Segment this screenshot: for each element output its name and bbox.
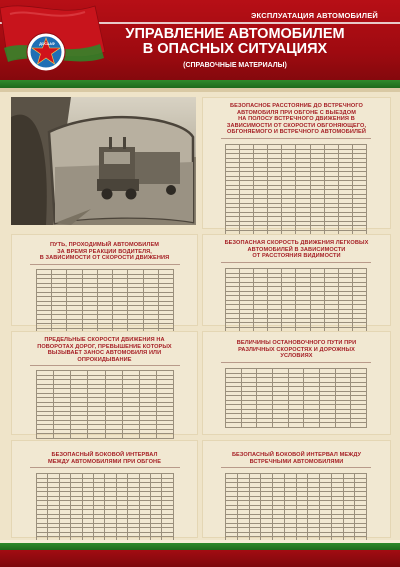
divider [221,262,371,263]
page-subtitle: (СПРАВОЧНЫЕ МАТЕРИАЛЫ) [183,62,287,69]
data-table [225,144,367,244]
panel-visibility-speed [202,234,391,326]
title-line: АВТОМОБИЛЕЙ В ЗАВИСИМОСТИ [247,246,346,253]
table-row [226,423,367,428]
table-cell [156,434,173,439]
divider [30,365,180,366]
panel-lateral-overtake [11,440,198,538]
title-line: ОБГОНЯЕМОГО И ВСТРЕЧНОГО АВТОМОБИЛЕЙ [227,129,366,136]
divider [221,138,371,139]
table-cell [288,423,304,428]
data-table [36,370,174,439]
panel-stopping-distance [202,331,391,435]
panel-title [12,452,197,465]
table-cell [335,423,351,428]
title-line: В ЗАВИСИМОСТИ ОТ СКОРОСТИ ДВИЖЕНИЯ [39,255,170,262]
table-cell [71,434,88,439]
title-line: БЕЗОПАСНАЯ СКОРОСТЬ ДВИЖЕНИЯ ЛЕГКОВЫХ [224,240,369,246]
table-cell [105,434,122,439]
divider [30,467,180,468]
title-line: ОТ РАССТОЯНИЯ ВИДИМОСТИ [252,253,341,260]
data-table [225,268,367,332]
page-title [120,27,350,57]
table-row [37,434,174,439]
panel-title [203,240,390,260]
table-cell [139,434,156,439]
title-line: ПОВОРОТАХ ДОРОГ, ПРЕВЫШЕНИЕ КОТОРЫХ [37,343,172,350]
title-line: ВСТРЕЧНЫМИ АВТОМОБИЛЯМИ [249,458,344,465]
table-cell [351,423,367,428]
table-cell [241,423,257,428]
panel-overtake-distance [202,97,391,229]
title-line: РАЗЛИЧНЫХ СКОРОСТЯХ И ДОРОЖНЫХ [238,346,355,353]
title-line: ПРЕДЕЛЬНЫЕ СКОРОСТИ ДВИЖЕНИЯ НА [44,337,165,343]
table-cell [304,423,320,428]
data-table [225,473,367,542]
data-table [36,269,174,338]
panel-title [12,242,197,262]
table-cell [37,434,54,439]
divider [221,467,371,468]
title-line: АВТОМОБИЛЯ ПРИ ОБГОНЕ С ВЫЕЗДОМ [237,109,356,116]
title-line: БЕЗОПАСНОЕ РАССТОЯНИЕ ДО ВСТРЕЧНОГО [230,103,363,109]
title-line: ВЕЛИЧИНЫ ОСТАНОВОЧНОГО ПУТИ ПРИ [236,340,357,346]
data-table [36,473,174,542]
section-tag: ЭКСПЛУАТАЦИЯ АВТОМОБИЛЕЙ [251,11,378,20]
flag-emblem-icon [0,0,115,95]
panel-lateral-oncoming [202,440,391,538]
title-line: УСЛОВИЯХ [280,353,313,360]
table-cell [54,434,71,439]
title-line: ЗА ВРЕМЯ РЕАКЦИИ ВОДИТЕЛЯ, [57,248,152,255]
title-line: БЕЗОПАСНЫЙ БОКОВОЙ ИНТЕРВАЛ [51,452,158,458]
panel-title [12,337,197,363]
panel-reaction-distance [11,234,198,326]
footer-green-stripe [0,543,400,550]
title-line-2: В ОПАСНЫХ СИТУАЦИЯХ [142,41,328,57]
divider [221,362,371,363]
title-line: НА ПОЛОСУ ВСТРЕЧНОГО ДВИЖЕНИЯ В [238,116,355,123]
truck-in-side-mirror-photo [11,97,196,225]
title-line-1: УПРАВЛЕНИЕ АВТОМОБИЛЕМ [125,26,345,42]
emblem-text: ДОСААФ [39,42,55,46]
title-line: ПУТЬ, ПРОХОДИМЫЙ АВТОМОБИЛЕМ [49,242,160,248]
footer-red-band [0,550,400,567]
panel-title [203,340,390,360]
data-table [225,368,367,428]
table-cell [319,423,335,428]
divider [30,264,180,265]
title-line: ОПРОКИДЫВАНИЕ [77,356,132,363]
title-line: ЗАВИСИМОСТИ ОТ СКОРОСТИ ОБГОНЯЮЩЕГО, [226,122,367,129]
panel-curve-speed [11,331,198,435]
table-cell [257,423,273,428]
panel-title [203,452,390,465]
table-cell [272,423,288,428]
panel-title [203,103,390,136]
table-cell [226,423,242,428]
title-line: ВЫЗЫВАЕТ ЗАНОС АВТОМОБИЛЯ ИЛИ [47,350,162,357]
table-cell [122,434,139,439]
title-line: БЕЗОПАСНЫЙ БОКОВОЙ ИНТЕРВАЛ МЕЖДУ [231,452,362,458]
title-line: МЕЖДУ АВТОМОБИЛЯМИ ПРИ ОБГОНЕ [47,458,162,465]
table-cell [88,434,105,439]
